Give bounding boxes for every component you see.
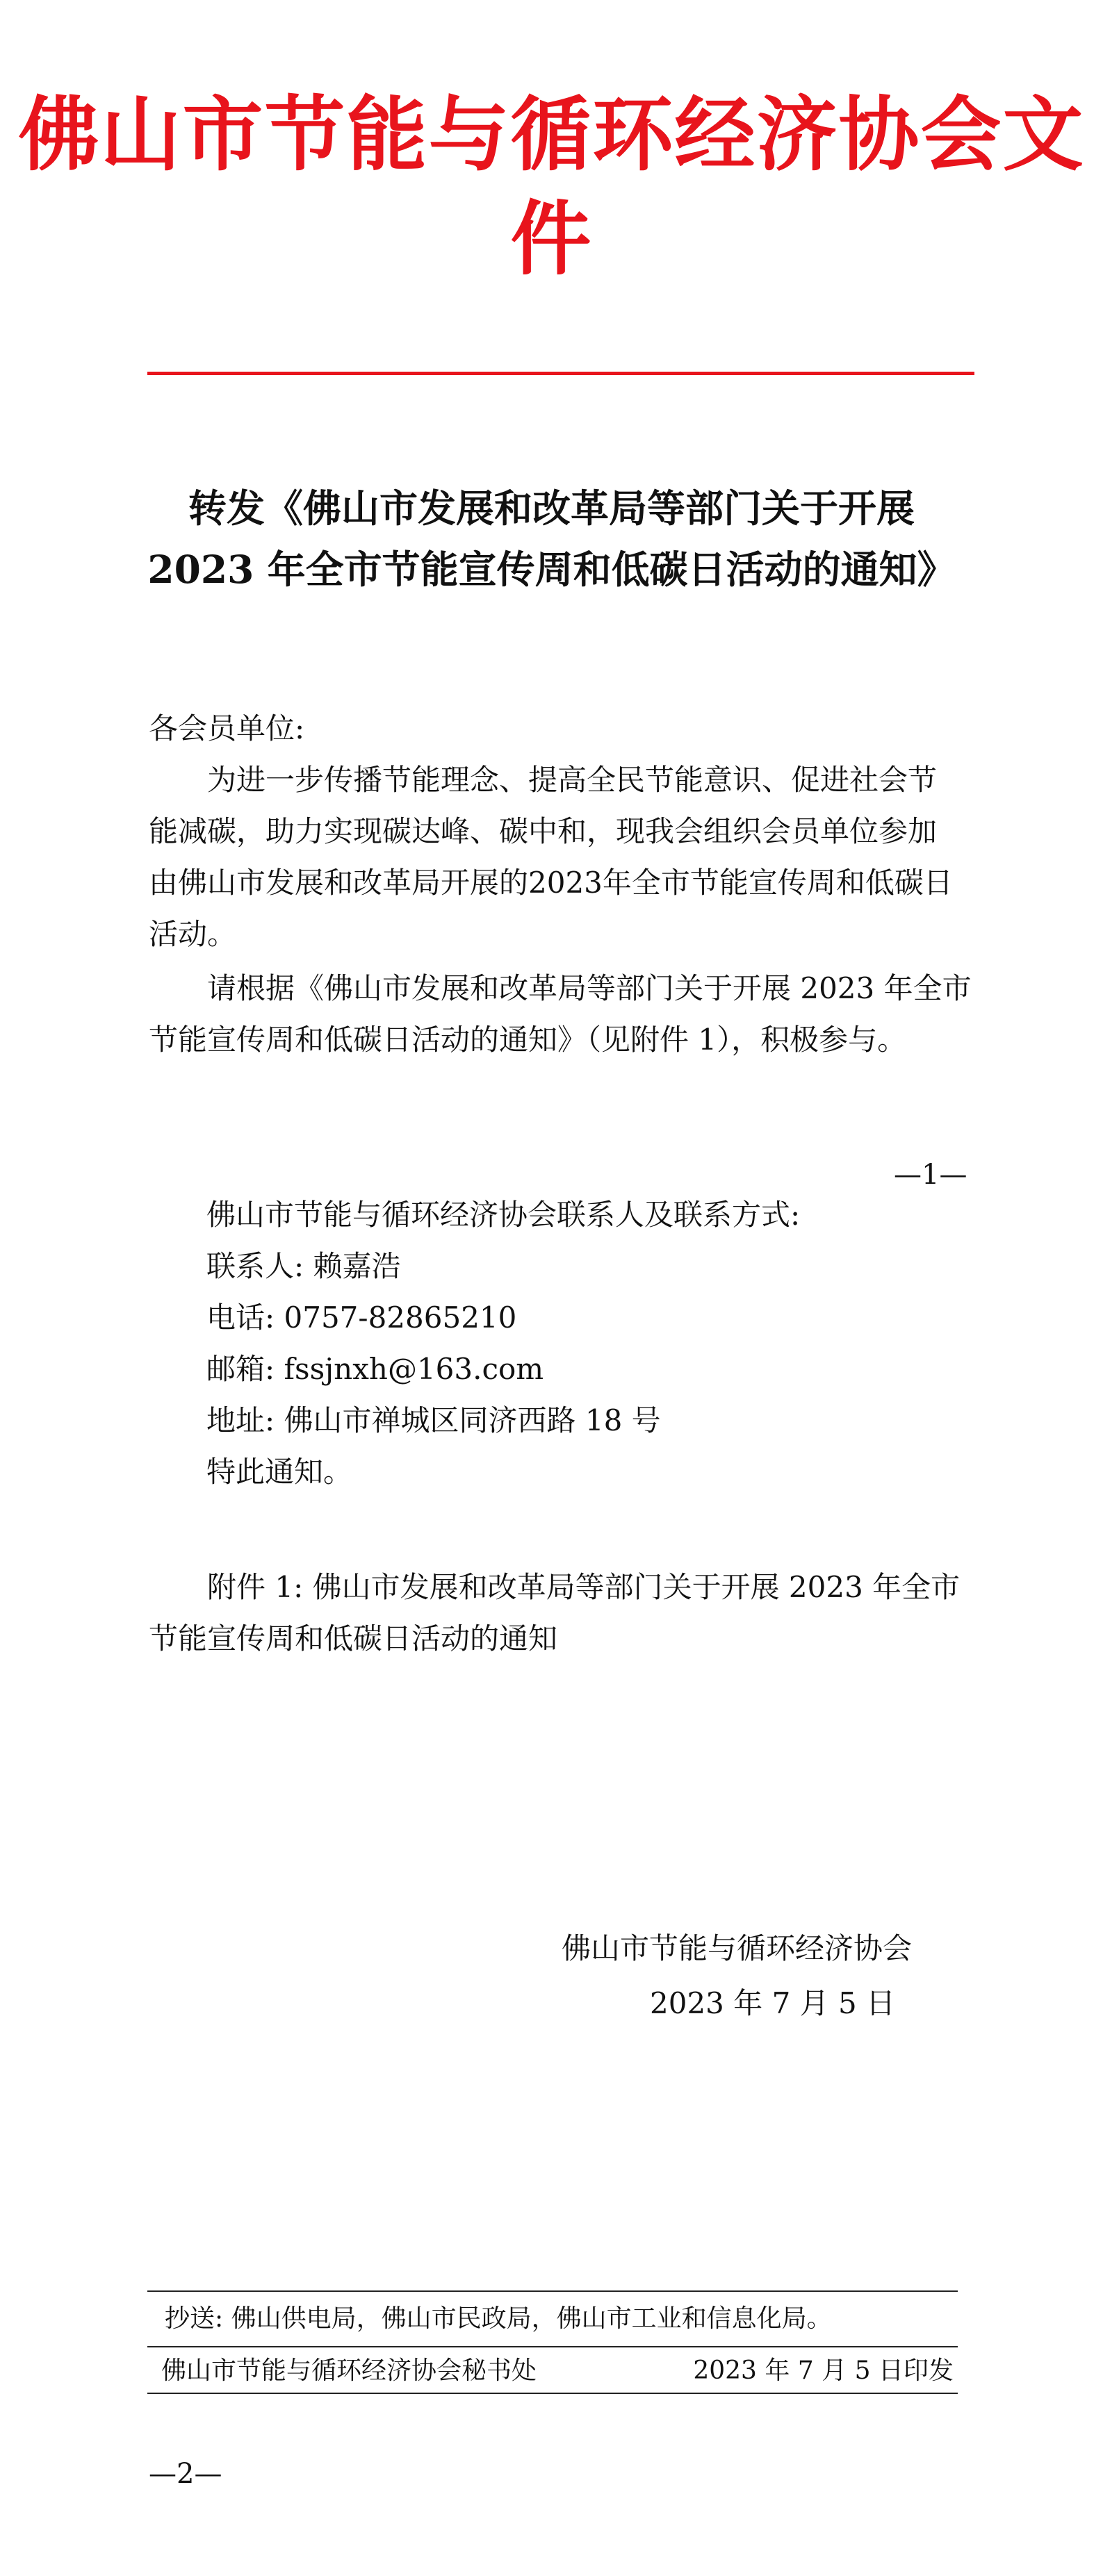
page-number-2: —2— — [149, 2458, 222, 2490]
document-title-line-2: 2023 年全市节能宣传周和低碳日活动的通知》 — [147, 547, 956, 592]
paragraph-1-line: 能减碳，助力实现碳达峰、碳中和，现我会组织会员单位参加 — [149, 814, 938, 848]
contact-heading: 佛山市节能与循环经济协会联系人及联系方式: — [206, 1198, 801, 1232]
issue-date: 2023 年 7 月 5 日印发 — [693, 2356, 954, 2385]
paragraph-1-line: 为进一步传播节能理念、提高全民节能意识、促进社会节 — [149, 763, 938, 797]
contact-address: 地址: 佛山市禅城区同济西路 18 号 — [206, 1403, 661, 1437]
paragraph-1-line: 由佛山市发展和改革局开展的2023年全市节能宣传周和低碳日 — [149, 866, 953, 900]
document-title — [104, 478, 999, 600]
footer-rule-top — [147, 2290, 958, 2292]
paragraph-1-line: 活动。 — [149, 917, 237, 951]
org-header-title: 佛山市节能与循环经济协会文件 — [18, 88, 1085, 286]
red-header-rule — [147, 372, 974, 375]
document-title-line-1: 转发《佛山市发展和改革局等部门关于开展 — [188, 486, 915, 531]
contact-email: 邮箱: fssjnxh@163.com — [206, 1352, 544, 1386]
page-number-1: —1— — [894, 1159, 967, 1191]
attachment-note — [149, 1562, 983, 1665]
footer-rule-middle — [147, 2346, 958, 2347]
salutation: 各会员单位: — [149, 711, 305, 745]
issuer-row — [161, 2352, 954, 2390]
signature-date: 2023 年 7 月 5 日 — [650, 1986, 896, 2020]
attachment-line-1: 附件 1: 佛山市发展和改革局等部门关于开展 2023 年全市 — [149, 1570, 961, 1604]
paragraph-1 — [149, 754, 969, 960]
paragraph-2-line: 请根据《佛山市发展和改革局等部门关于开展 2023 年全市 — [149, 971, 972, 1005]
cc-list: 抄送: 佛山供电局，佛山市民政局，佛山市工业和信息化局。 — [165, 2304, 832, 2333]
issuer-name: 佛山市节能与循环经济协会秘书处 — [161, 2356, 537, 2385]
paragraph-2-line: 节能宣传周和低碳日活动的通知》（见附件 1），积极参与。 — [149, 1023, 907, 1057]
paragraph-2 — [149, 963, 972, 1066]
closing-notice: 特此通知。 — [206, 1455, 353, 1489]
signature-org: 佛山市节能与循环经济协会 — [562, 1931, 913, 1965]
contact-block — [206, 1189, 971, 1498]
contact-phone: 电话: 0757-82865210 — [206, 1301, 517, 1335]
footer-rule-bottom — [147, 2393, 958, 2394]
attachment-line-2: 节能宣传周和低碳日活动的通知 — [149, 1621, 558, 1656]
contact-person: 联系人: 赖嘉浩 — [206, 1249, 401, 1283]
